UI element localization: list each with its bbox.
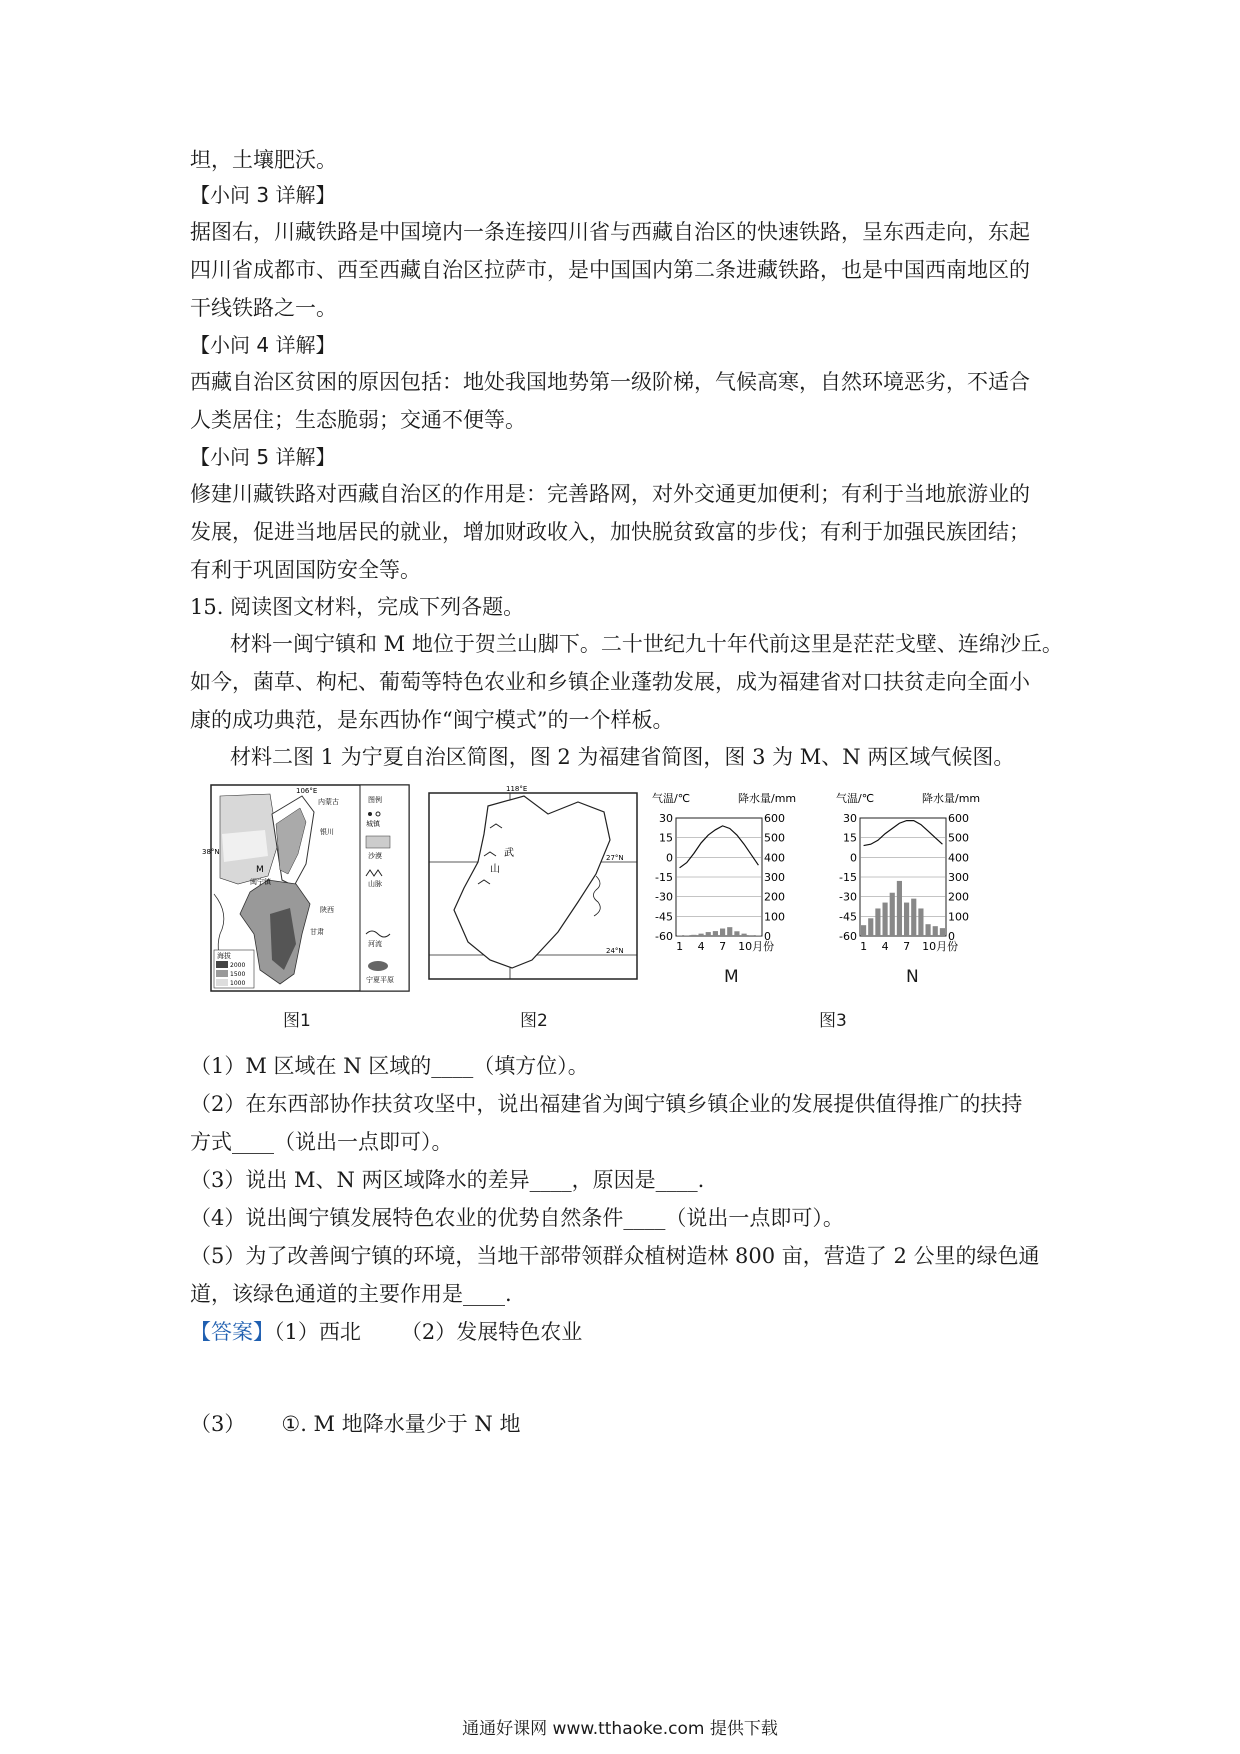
m-x-tick: 7 [719,940,727,953]
fig1-legend-desert-swatch [366,836,390,848]
fig1-lon-label: 106°E [296,787,318,795]
m-precip-tick: 100 [764,910,785,924]
question-2: （2）在东西部协作扶贫攻坚中，说出福建省为闽宁镇乡镇企业的发展提供值得推广的扶持 [190,1092,1023,1116]
answer-1: （1）西北 [274,1320,361,1344]
n-precip-tick: 500 [948,831,969,845]
fig1-legend-town-symbol [368,812,372,816]
question-5-cont: 道，该绿色通道的主要作用是____. [190,1282,512,1306]
n-precip-bar [926,924,931,936]
section-heading: 【小问 3 详解】 [190,183,336,207]
m-temp-line [680,826,759,868]
climate-label-m: M [724,967,739,987]
material-text: 如今，菌草、枸杞、葡萄等特色农业和乡镇企业蓬勃发展，成为福建省对口扶贫走向全面小 [190,670,1030,694]
n-x-tick: 1 [860,940,868,953]
n-temp-line [864,821,943,846]
figure-2-caption: 图2 [520,1011,548,1031]
m-precip-tick: 200 [764,890,785,904]
answer-3-number: （3） [190,1412,246,1436]
figure-2-fujian-map [428,785,638,980]
m-precip-bar [684,935,689,936]
n-precip-bar [890,893,895,936]
n-precip-bar [875,908,880,936]
n-x-tick: 4 [881,940,889,953]
fig2-lon-label: 118°E [506,785,528,793]
m-precip-bar [727,927,732,936]
text-line: 有利于巩固国防安全等。 [190,558,421,582]
n-precip-tick: 600 [948,812,969,825]
text-line: 据图右，川藏铁路是中国境内一条连接四川省与西藏自治区的快速铁路，呈东西走向，东起 [190,220,1030,244]
question-3: （3）说出 M、N 两区域降水的差异____，原因是____. [190,1168,705,1192]
n-precip-bar [911,899,916,936]
n-temp-tick: -30 [839,890,857,904]
fig2-label-wu: 武 [504,848,514,859]
m-precip-tick: 0 [764,930,771,943]
m-precip-tick: 400 [764,851,785,865]
question-4: （4）说出闽宁镇发展特色农业的优势自然条件____（说出一点即可）。 [190,1206,844,1230]
m-temp-tick: -15 [655,871,673,884]
m-precip-bar [734,931,739,936]
text-line: 坦，土壤肥沃。 [190,148,337,172]
m-temp-tick: 30 [659,812,673,825]
material-text: 材料二图 1 为宁夏自治区简图，图 2 为福建省简图，图 3 为 M、N 两区域气候图。 [230,745,1015,769]
fig1-elevation-title: 海拔 [217,952,231,960]
n-precip-tick: 0 [948,930,955,943]
question-title: 15. 阅读图文材料，完成下列各题。 [190,595,525,619]
figure-1-ningxia-map [202,784,410,992]
fig1-elev-swatch [216,961,228,968]
n-x-axis-label: 10月份 [922,940,959,953]
n-precip-tick: 300 [948,871,969,884]
n-precip-tick: 100 [948,910,969,924]
fig1-legend-title: 图例 [368,796,382,804]
m-precip-bar [706,932,711,936]
answer-label: 【答案】 [190,1320,274,1344]
fig1-elev-1000: 1000 [230,980,246,987]
answer-line [190,1318,582,1346]
text-line: 西藏自治区贫困的原因包括：地处我国地势第一级阶梯，气候高寒，自然环境恶劣，不适合 [190,370,1030,394]
n-precip-bar [933,926,938,936]
fig1-legend-desert: 沙漠 [368,852,382,860]
figure-1-caption: 图1 [283,1011,311,1031]
n-precip-tick: 200 [948,890,969,904]
n-temp-tick: 30 [843,812,857,825]
fig1-label-m: M [256,865,264,875]
n-temp-tick: -60 [839,930,857,943]
fig2-lat-label-27: 27°N [606,854,624,862]
question-1: （1）M 区域在 N 区域的____（填方位）。 [190,1054,589,1078]
fig1-label-minning: 闽宁镇 [250,878,271,886]
m-x-tick: 1 [676,940,684,953]
n-x-tick: 7 [903,940,911,953]
fig1-label-shaanxi: 陕西 [320,906,334,914]
climate-label-n: N [906,967,919,987]
m-x-axis-label: 10月份 [738,940,775,953]
m-precip-tick: 600 [764,812,785,825]
m-precip-bar [699,934,704,936]
fig1-legend-mountain: 山脉 [368,880,382,888]
fig1-label-yinchuan: 银川 [320,828,334,836]
answer-3-line [190,1410,520,1438]
m-precip-bar [742,934,747,936]
fig1-lat-label: 38°N [202,848,220,856]
section-heading: 【小问 4 详解】 [190,333,336,357]
n-precip-bar [883,903,888,936]
m-temp-tick: 0 [666,851,673,865]
text-line: 四川省成都市、西至西藏自治区拉萨市，是中国国内第二条进藏铁路，也是中国西南地区的 [190,258,1030,282]
fig1-elev-swatch [216,970,228,977]
answer-2: （2）发展特色农业 [400,1320,583,1344]
figure-3-caption: 图3 [819,1011,847,1031]
m-temp-tick: -45 [655,910,673,924]
m-precip-bar [720,929,725,936]
n-precip-bar [868,918,873,936]
m-precip-tick: 300 [764,871,785,884]
m-precip-axis-title: 降水量/mm [738,792,797,805]
fig1-elev-1500: 1500 [230,971,246,978]
question-5: （5）为了改善闽宁镇的环境，当地干部带领群众植树造林 800 亩，营造了 2 公里的绿色通 [190,1244,1040,1268]
n-precip-tick: 400 [948,851,969,865]
fig1-legend-plain: 宁夏平原 [366,976,394,984]
text-line: 人类居住；生态脆弱；交通不便等。 [190,408,526,432]
n-temp-tick: -45 [839,910,857,924]
m-temp-axis-title: 气温/℃ [652,792,691,805]
m-temp-tick: 15 [659,831,673,845]
fig1-elev-2000: 2000 [230,962,246,969]
m-precip-tick: 500 [764,831,785,845]
n-temp-tick: 15 [843,831,857,845]
fig1-legend-town: 城镇 [366,820,380,828]
section-heading: 【小问 5 详解】 [190,445,336,469]
n-precip-bar [897,881,902,936]
n-precip-axis-title: 降水量/mm [922,792,981,805]
m-precip-bar [691,935,696,936]
fig2-label-shan: 山 [490,864,500,875]
climate-chart-n [836,792,1006,970]
m-temp-tick: -30 [655,890,673,904]
n-precip-bar [861,925,866,936]
fig1-elev-swatch [216,979,228,986]
n-temp-tick: -15 [839,871,857,884]
material-text: 康的成功典范，是东西协作“闽宁模式”的一个样板。 [190,708,674,732]
text-line: 发展，促进当地居民的就业，增加财政收入，加快脱贫致富的步伐；有利于加强民族团结； [190,520,1030,544]
fig1-legend-plain-symbol [368,961,388,971]
m-precip-bar [749,935,754,936]
n-temp-axis-title: 气温/℃ [836,792,875,805]
m-x-tick: 4 [697,940,705,953]
fig1-label-neimeng: 内蒙古 [318,798,339,806]
n-precip-bar [904,903,909,936]
text-line: 修建川藏铁路对西藏自治区的作用是：完善路网，对外交通更加便利；有利于当地旅游业的 [190,482,1030,506]
page-footer: 通通好课网 www.tthaoke.com 提供下载 [462,1719,778,1739]
fig1-label-gansu: 甘肃 [310,928,324,936]
fig1-legend-river: 河流 [368,940,382,948]
climate-chart-m [652,792,822,970]
text-line: 干线铁路之一。 [190,296,337,320]
n-precip-bar [918,908,923,936]
answer-3-text: ①. M 地降水量少于 N 地 [281,1412,521,1436]
fig2-lat-label-24: 24°N [606,947,624,955]
material-text: 材料一闽宁镇和 M 地位于贺兰山脚下。二十世纪九十年代前这里是茫茫戈壁、连绵沙丘。 [230,632,1063,656]
m-precip-bar [713,931,718,936]
n-precip-bar [940,928,945,936]
n-temp-tick: 0 [850,851,857,865]
question-2-cont: 方式____（说出一点即可）。 [190,1130,453,1154]
m-temp-tick: -60 [655,930,673,943]
